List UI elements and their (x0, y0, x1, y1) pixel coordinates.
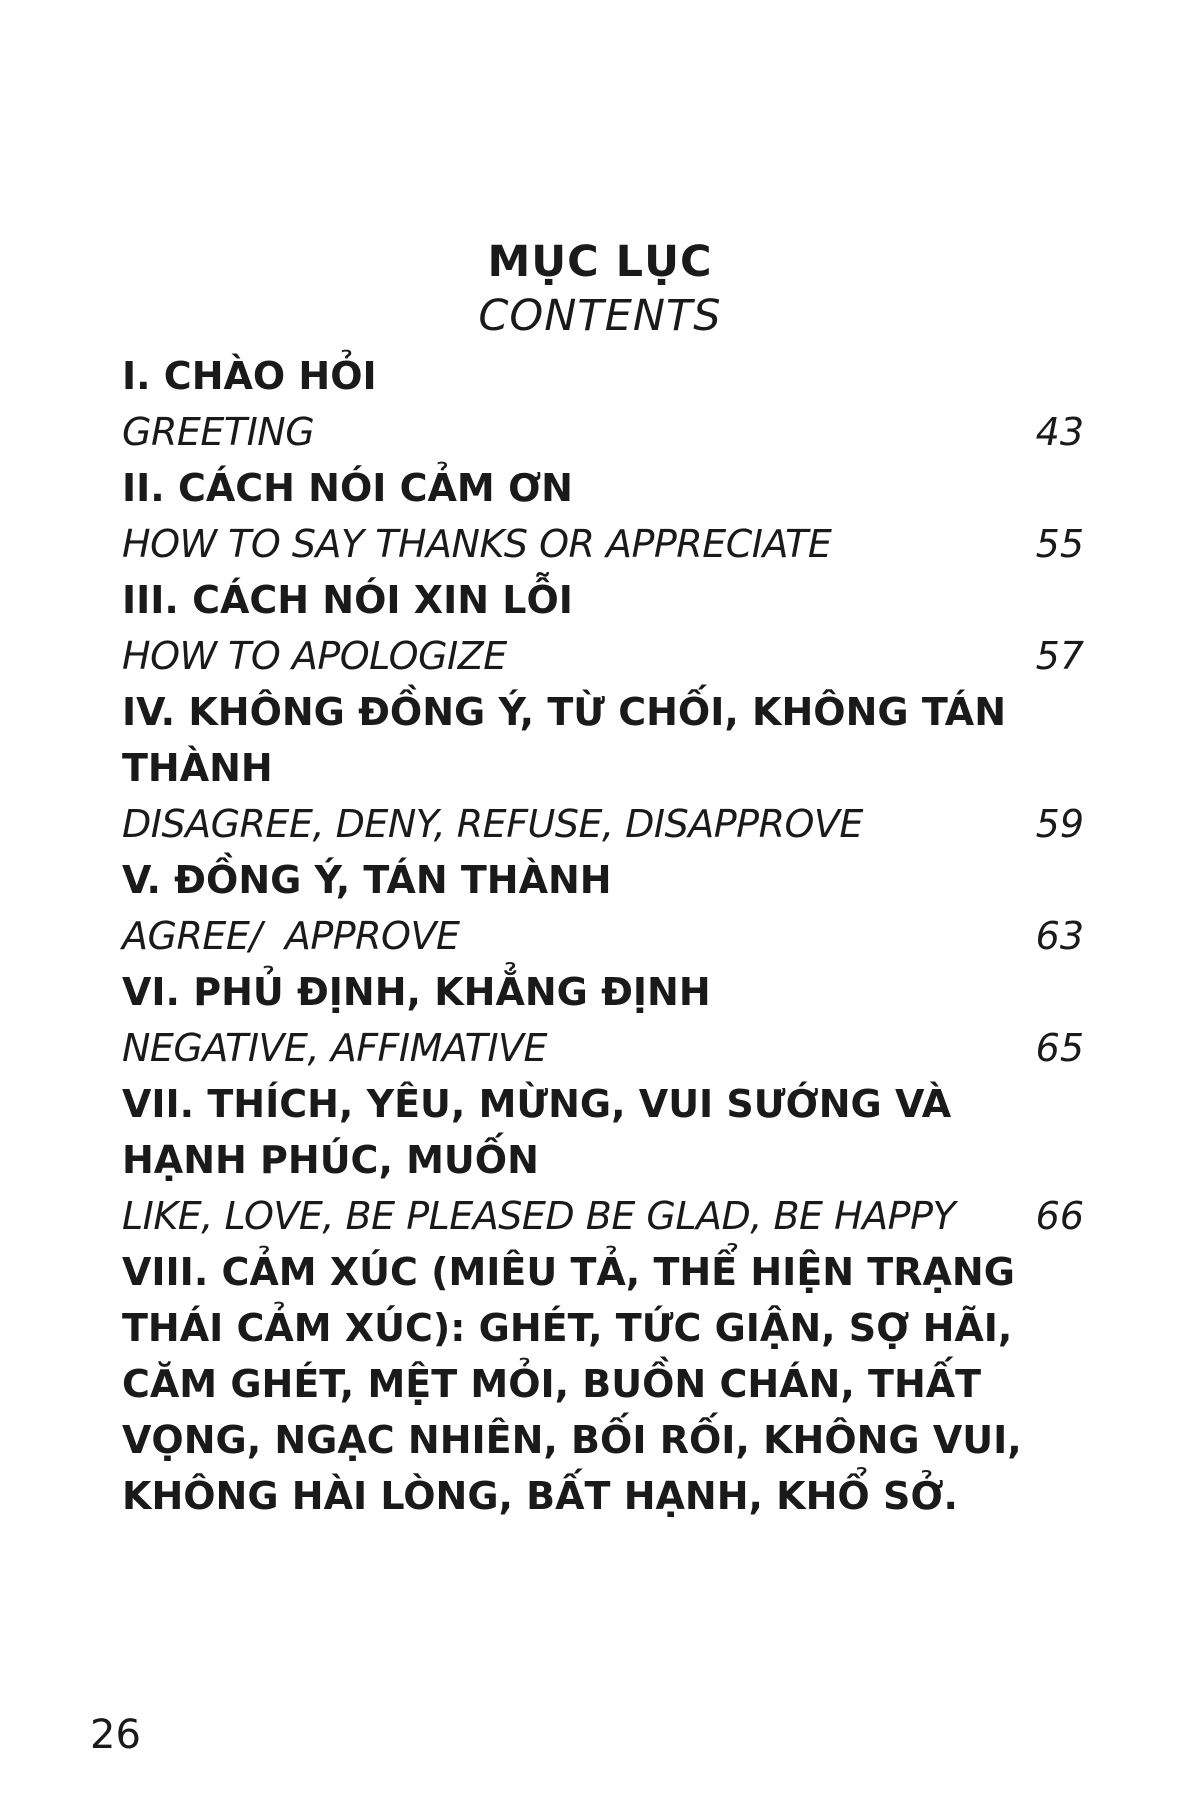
page-title: MỤC LỤC (487, 237, 713, 287)
toc-entry-title: VIII. CẢM XÚC (MIÊU TẢ, THỂ HIỆN TRẠNG THÁI CẢM XÚC): GHÉT, TỨC GIẬN, SỢ HÃI, CĂM GHÉT, MỆT MỎI, BUỒN CHÁN, THẤT VỌNG, NGẠC NHIÊN, BỐI RỐI, KHÔNG VUI, KHÔNG HÀI LÒNG, BẤT HẠNH, KHỔ SỞ. (122, 1250, 1022, 1518)
toc-entry-english: NEGATIVE, AFFIMATIVE (122, 1026, 548, 1070)
toc-entry-title: VI. PHỦ ĐỊNH, KHẲNG ĐỊNH (122, 970, 711, 1014)
toc-entry-row (122, 516, 1084, 572)
toc-entry-page: 59 (1035, 802, 1084, 846)
contents-heading (0, 235, 1200, 343)
toc-entry-english: AGREE/ APPROVE (122, 914, 460, 958)
toc-entry-title: II. CÁCH NÓI CẢM ƠN (122, 466, 573, 510)
toc-entry-row (122, 1020, 1084, 1076)
toc-entry-title: III. CÁCH NÓI XIN LỖI (122, 578, 573, 622)
toc-entry-title: V. ĐỒNG Ý, TÁN THÀNH (122, 858, 612, 902)
table-of-contents (122, 348, 1084, 1524)
page-number: 26 (90, 1712, 141, 1758)
toc-entry-page: 43 (1035, 410, 1084, 454)
toc-entry-english: GREETING (122, 410, 315, 454)
toc-entry-page: 57 (1035, 634, 1084, 678)
toc-entry-title: IV. KHÔNG ĐỒNG Ý, TỪ CHỐI, KHÔNG TÁN THÀNH (122, 690, 1007, 790)
toc-entry-page: 55 (1035, 522, 1084, 566)
toc-entry-row (122, 908, 1084, 964)
toc-entry-english: HOW TO SAY THANKS OR APPRECIATE (122, 522, 832, 566)
toc-entry-page: 63 (1035, 914, 1084, 958)
toc-entry-page: 65 (1035, 1026, 1084, 1070)
toc-entry-title: I. CHÀO HỎI (122, 354, 377, 398)
toc-entry-row (122, 796, 1084, 852)
toc-entry-row (122, 628, 1084, 684)
toc-entry-7 (122, 1076, 1084, 1244)
toc-entry-title: VII. THÍCH, YÊU, MỪNG, VUI SƯỚNG VÀ HẠNH PHÚC, MUỐN (122, 1082, 952, 1182)
toc-entry-4 (122, 684, 1084, 852)
toc-entry-row (122, 404, 1084, 460)
toc-entry-page: 66 (1035, 1194, 1084, 1238)
toc-entry-english: HOW TO APOLOGIZE (122, 634, 507, 678)
page-subtitle: CONTENTS (478, 291, 722, 341)
toc-entry-6 (122, 964, 1084, 1076)
toc-entry-8 (122, 1244, 1084, 1524)
toc-entry-row (122, 1188, 1084, 1244)
toc-entry-1 (122, 348, 1084, 460)
toc-entry-english: LIKE, LOVE, BE PLEASED BE GLAD, BE HAPPY (122, 1194, 956, 1238)
toc-entry-2 (122, 460, 1084, 572)
toc-entry-3 (122, 572, 1084, 684)
toc-entry-english: DISAGREE, DENY, REFUSE, DISAPPROVE (122, 802, 863, 846)
toc-entry-5 (122, 852, 1084, 964)
